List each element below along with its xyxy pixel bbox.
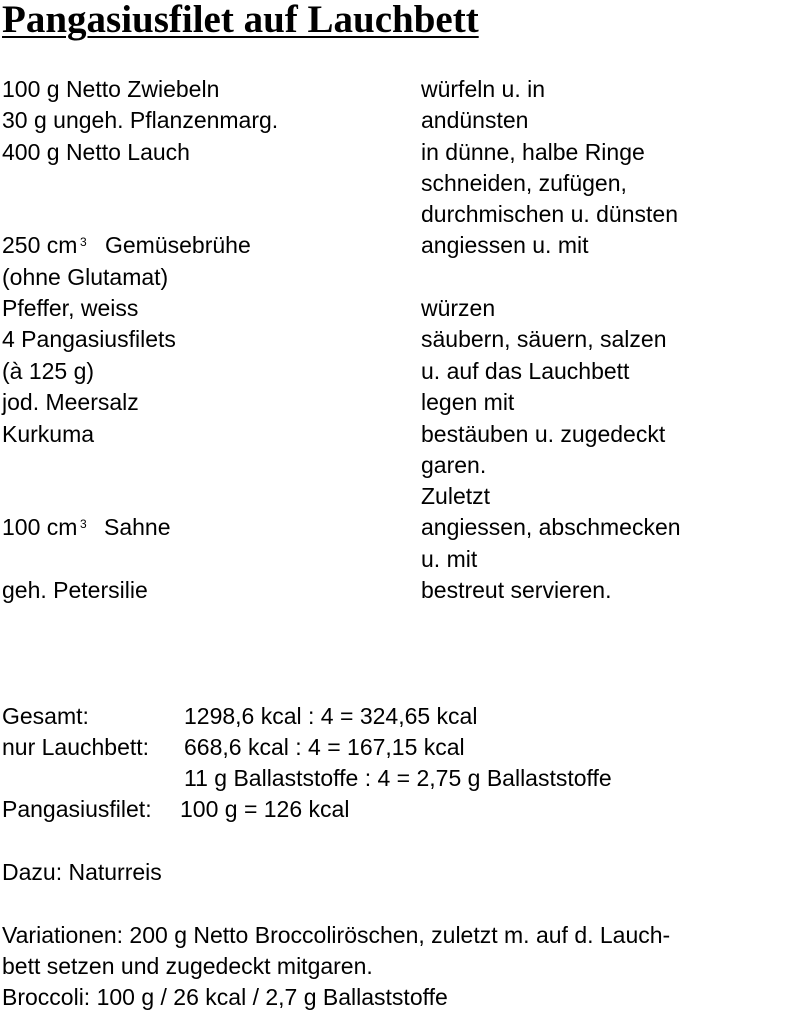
step-line: würzen [421, 295, 496, 321]
ingredient-ohne-glutamat: (ohne Glutamat) [2, 264, 169, 290]
step-line: Zuletzt [421, 483, 491, 509]
recipe-title: Pangasiusfilet auf Lauchbett [2, 0, 479, 41]
serving-suggestion: Dazu: Naturreis [2, 859, 162, 885]
ingredient-lauch: 400 g Netto Lauch [2, 139, 190, 165]
ingredient-sahne-amount: 100 cm [2, 514, 78, 540]
nutrition-pangasius-label: Pangasiusfilet: [2, 796, 152, 822]
step-line: würfeln u. in [421, 76, 546, 102]
variation-line: Variationen: 200 g Netto Broccoliröschen, zuletzt m. auf d. Lauch- [2, 922, 671, 948]
step-line: angiessen u. mit [421, 232, 589, 258]
nutrition-gesamt-label: Gesamt: [2, 703, 89, 729]
step-line: säubern, säuern, salzen [421, 326, 667, 352]
nutrition-gesamt-value: 1298,6 kcal : 4 = 324,65 kcal [184, 703, 478, 729]
step-line: in dünne, halbe Ringe [421, 139, 645, 165]
step-line: legen mit [421, 389, 515, 415]
nutrition-lauchbett-value: 668,6 kcal : 4 = 167,15 kcal [184, 734, 465, 760]
variation-line: bett setzen und zugedeckt mitgaren. [2, 953, 373, 979]
nutrition-ballaststoffe-value: 11 g Ballaststoffe : 4 = 2,75 g Ballaststoffe [184, 765, 612, 791]
ingredient-meersalz: jod. Meersalz [2, 389, 139, 415]
unit-exponent: 3 [80, 235, 87, 249]
ingredient-pflanzenmargarine: 30 g ungeh. Pflanzenmarg. [2, 107, 279, 133]
ingredient-pfeffer: Pfeffer, weiss [2, 295, 139, 321]
ingredient-zwiebeln: 100 g Netto Zwiebeln [2, 76, 220, 102]
step-line: u. mit [421, 546, 478, 572]
ingredient-kurkuma: Kurkuma [2, 421, 95, 447]
ingredient-petersilie: geh. Petersilie [2, 577, 148, 603]
nutrition-pangasius-value: 100 g = 126 kcal [180, 796, 350, 822]
step-line: garen. [421, 452, 487, 478]
broccoli-nutrition: Broccoli: 100 g / 26 kcal / 2,7 g Ballaststoffe [2, 984, 448, 1010]
step-line: andünsten [421, 107, 529, 133]
step-line: u. auf das Lauchbett [421, 358, 630, 384]
step-line: durchmischen u. dünsten [421, 201, 678, 227]
step-line: schneiden, zufügen, [421, 170, 627, 196]
step-line: bestäuben u. zugedeckt [421, 421, 666, 447]
ingredient-sahne-name: Sahne [104, 514, 171, 540]
ingredient-gemuesebruehe-amount: 250 cm [2, 232, 78, 258]
step-line: bestreut servieren. [421, 577, 612, 603]
nutrition-lauchbett-label: nur Lauchbett: [2, 734, 150, 760]
step-line: angiessen, abschmecken [421, 514, 681, 540]
ingredient-gemuesebruehe-name: Gemüsebrühe [105, 232, 251, 258]
ingredient-pangasiusfilets: 4 Pangasiusfilets [2, 326, 176, 352]
unit-exponent: 3 [80, 517, 87, 531]
ingredient-filet-weight: (à 125 g) [2, 358, 95, 384]
